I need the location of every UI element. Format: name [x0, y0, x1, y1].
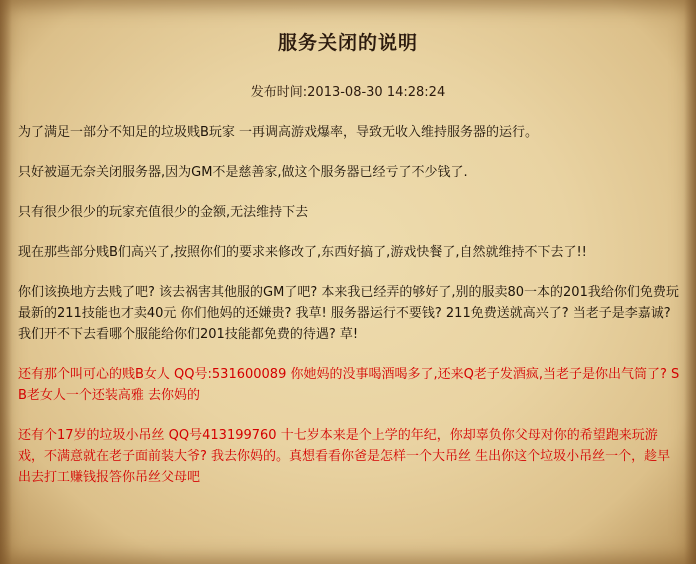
article-title: 服务关闭的说明 [277, 32, 418, 54]
paragraph-5: 你们该换地方去贱了吧? 该去祸害其他服的GM了吧? 本来我已经弄的够好了,别的服卖80一本的201我给你们免费玩 最新的211技能也才卖40元 你们他妈的还嫌贵? 我草! 服务器运行不要钱? 211免费送就高兴了? 当老子是李嘉诚? 我们开不下去看哪个服能给你们201技能都免费的待遇? 草! [18, 285, 679, 342]
article-body [18, 122, 680, 507]
paragraph-3: 只有很少很少的玩家充值很少的金额,无法维持下去 [18, 205, 309, 220]
paragraph-2: 只好被逼无奈关闭服务器,因为GM不是慈善家,做这个服务器已经亏了不少钱了. [18, 165, 468, 180]
publish-time: 发布时间:2013-08-30 14:28:24 [250, 85, 446, 100]
paragraph-7-highlight: 还有个17岁的垃圾小吊丝 QQ号413199760 十七岁本来是个上学的年纪，你却辜负你父母对你的希望跑来玩游戏，不满意就在老子面前装大爷? 我去你妈的。真想看看你爸是怎样一个大吊丝 生出你这个垃圾小吊丝一个，趁早出去打工赚钱报答你吊丝父母吧 [18, 428, 671, 485]
paragraph-6-highlight: 还有那个叫可心的贱B女人 QQ号:531600089 你她妈的没事喝酒喝多了,还来Q老子发酒疯,当老子是你出气筒了? SB老女人一个还装高雅 去你妈的 [18, 367, 680, 403]
paragraph-1: 为了满足一部分不知足的垃圾贱B玩家 一再调高游戏爆率，导致无收入维持服务器的运行。 [18, 125, 539, 140]
paragraph-4: 现在那些部分贱B们高兴了,按照你们的要求来修改了,东西好搞了,游戏快餐了,自然就维持不下去了!! [18, 245, 587, 260]
